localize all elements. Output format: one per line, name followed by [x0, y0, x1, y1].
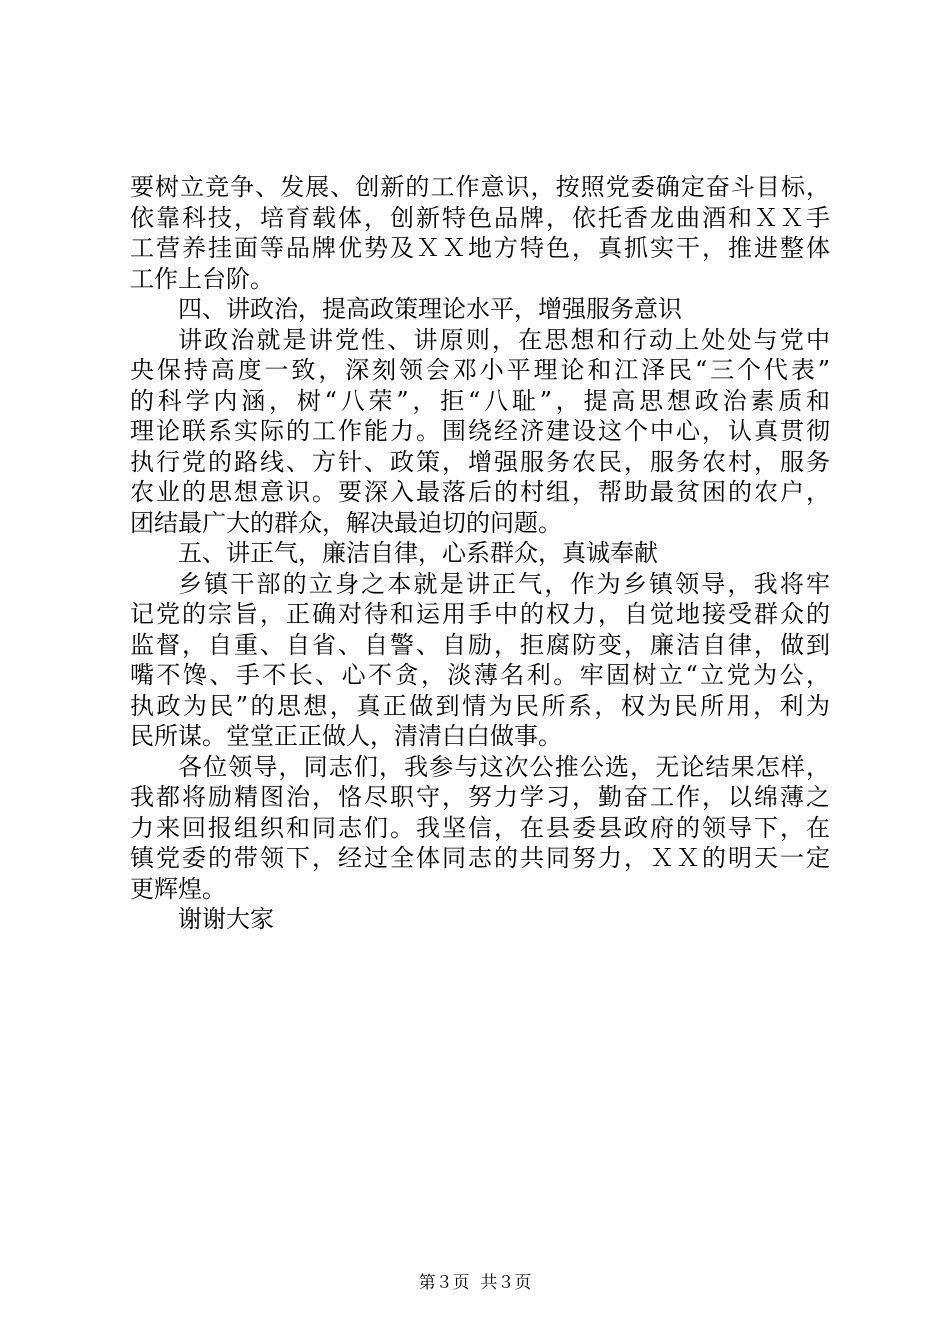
document-body — [130, 172, 830, 935]
paragraph-line: 力来回报组织和同志们。我坚信，在县委县政府的领导下，在 — [130, 813, 830, 842]
paragraph-line: 央保持高度一致，深刻领会邓小平理论和江泽民“三个代表” — [130, 356, 830, 384]
paragraph-line: 工作上台阶。 — [130, 264, 274, 293]
paragraph-line: 理论联系实际的工作能力。围绕经济建设这个中心，认真贯彻 — [130, 417, 830, 445]
paragraph-line: 各位领导，同志们，我参与这次公推公选，无论结果怎样， — [178, 752, 830, 781]
paragraph-line: 农业的思想意识。要深入最落后的村组，帮助最贫困的农户， — [130, 478, 830, 506]
paragraph-line: 更辉煌。 — [130, 874, 226, 903]
paragraph-line: 我都将励精图治，恪尽职守，努力学习，勤奋工作，以绵薄之 — [130, 783, 830, 811]
paragraph-line: 镇党委的带领下，经过全体同志的共同努力，ＸＸ的明天一定 — [130, 844, 830, 872]
paragraph-line: 执政为民”的思想，真正做到情为民所系，权为民所用，利为 — [130, 691, 830, 720]
section-heading: 五、讲正气，廉洁自律，心系群众，真诚奉献 — [178, 539, 658, 567]
paragraph-line: 监督，自重、自省、自警、自励，拒腐防变，廉洁自律，做到 — [130, 630, 830, 659]
paragraph-line: 乡镇干部的立身之本就是讲正气，作为乡镇领导，我将牢 — [178, 569, 830, 598]
paragraph-line: 的科学内涵，树“八荣”，拒“八耻”，提高思想政治素质和 — [130, 386, 830, 415]
paragraph-line: 讲政治就是讲党性、讲原则，在思想和行动上处处与党中 — [178, 325, 830, 354]
paragraph-line: 依靠科技，培育载体，创新特色品牌，依托香龙曲酒和ＸＸ手 — [130, 203, 830, 232]
page-total: 共３页 — [480, 1273, 532, 1293]
paragraph-line: 执行党的路线、方针、政策，增强服务农民，服务农村，服务 — [130, 447, 830, 476]
closing-line: 谢谢大家 — [178, 905, 274, 933]
page-footer — [0, 1273, 950, 1293]
page-number: 第３页 — [418, 1273, 470, 1293]
paragraph-line: 记党的宗旨，正确对待和运用手中的权力，自觉地接受群众的 — [130, 600, 830, 628]
paragraph-line: 民所谋。堂堂正正做人，清清白白做事。 — [130, 722, 562, 750]
section-heading: 四、讲政治，提高政策理论水平，增强服务意识 — [178, 295, 682, 323]
paragraph-line: 嘴不馋、手不长、心不贪，淡薄名利。牢固树立“立党为公， — [130, 661, 830, 689]
paragraph-line: 要树立竞争、发展、创新的工作意识，按照党委确定奋斗目标， — [130, 173, 830, 201]
paragraph-line: 工营养挂面等品牌优势及ＸＸ地方特色，真抓实干，推进整体 — [130, 234, 830, 262]
paragraph-line: 团结最广大的群众，解决最迫切的问题。 — [130, 508, 562, 537]
